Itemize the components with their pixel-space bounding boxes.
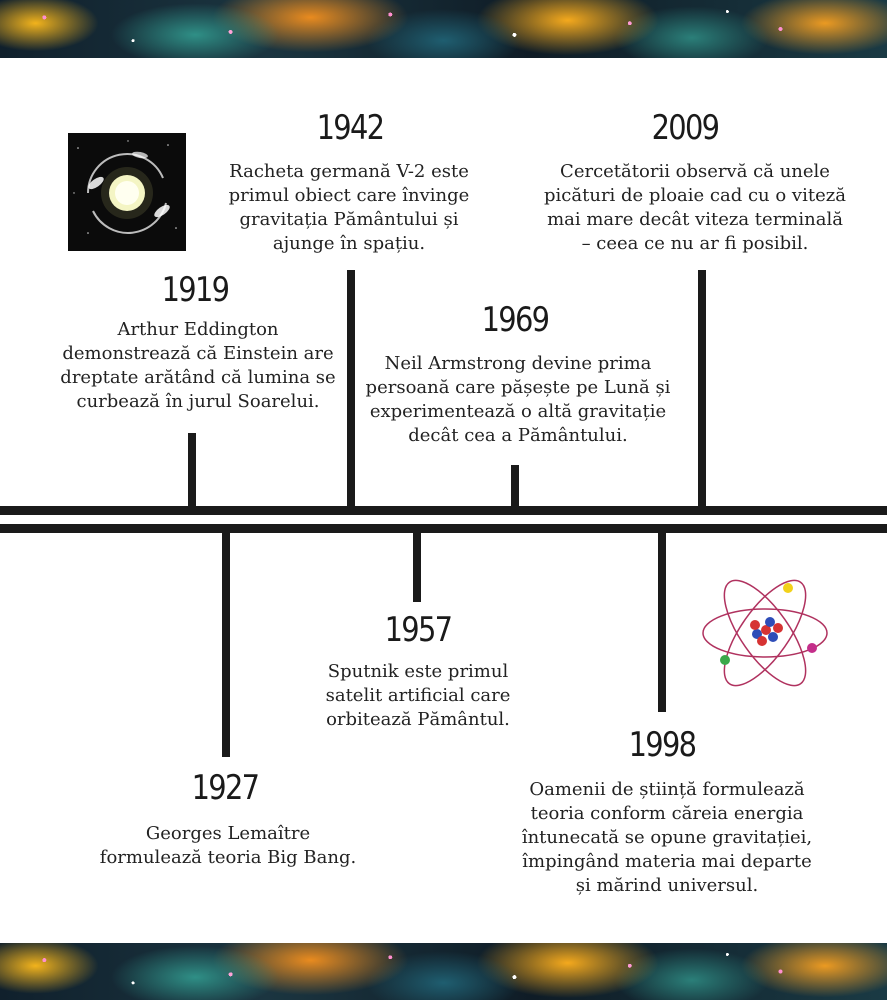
event-year-1919: 1919	[161, 270, 229, 310]
timeline-stem-1927	[222, 527, 230, 757]
event-year-2009: 2009	[651, 108, 719, 148]
event-year-1969: 1969	[481, 300, 549, 340]
timeline-stem-1957	[413, 527, 421, 602]
event-text-1927: Georges Lemaître formulează teoria Big Bang.	[99, 823, 357, 868]
timeline-stem-1942	[347, 270, 355, 513]
decorative-space-band-bottom	[0, 943, 887, 1000]
timeline-stem-2009	[698, 270, 706, 513]
event-text-1998: Oamenii de știință formulează teoria conform căreia energia întunecată se opune gravitației, împingând materia mai departe și mărind universul.	[521, 779, 813, 896]
event-text-1942: Racheta germană V-2 este primul obiect care învinge gravitația Pământului și ajunge în spațiu.	[228, 161, 470, 254]
event-year-1927: 1927	[191, 768, 259, 808]
timeline-axis-lower	[0, 524, 887, 533]
timeline-stem-1969	[511, 465, 519, 513]
event-text-1957: Sputnik este primul satelit artificial care orbitează Pământul.	[325, 661, 511, 730]
atom-icon	[700, 578, 830, 688]
decorative-space-band-top	[0, 0, 887, 58]
event-year-1998: 1998	[628, 725, 696, 765]
event-text-1919: Arthur Eddington demonstrează că Einstein are dreptate arătând că lumina se curbează în jurul Soarelui.	[60, 319, 336, 412]
timeline-stem-1998	[658, 527, 666, 712]
event-text-1969: Neil Armstrong devine prima persoană care pășește pe Lună și experimentează o altă gravitație decât cea a Pământului.	[365, 353, 671, 446]
event-year-1942: 1942	[316, 108, 384, 148]
timeline-axis-upper	[0, 506, 887, 515]
event-text-2009: Cercetătorii observă că unele picături de ploaie cad cu o viteză mai mare decât viteza terminală – ceea ce nu ar fi posibil.	[544, 161, 846, 254]
event-year-1957: 1957	[384, 610, 452, 650]
eclipse-icon	[68, 133, 186, 251]
timeline-stem-1919	[188, 433, 196, 513]
